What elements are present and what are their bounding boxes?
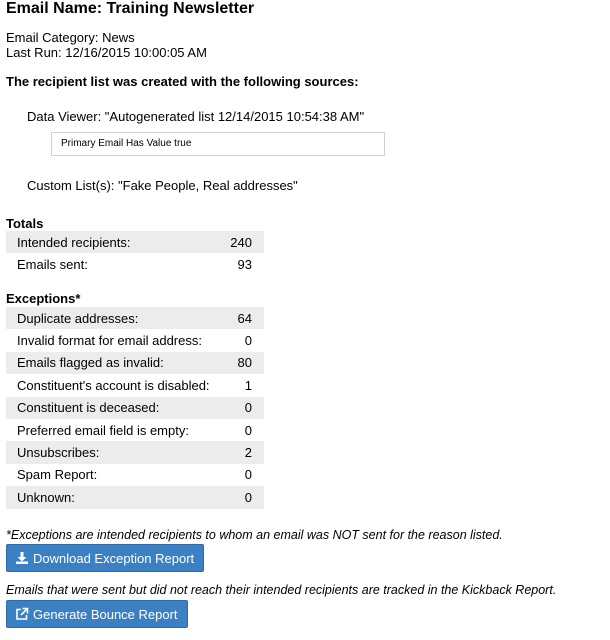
custom-lists-source: Custom List(s): "Fake People, Real addresses" [27, 178, 298, 193]
table-row [6, 419, 264, 441]
row-value: 64 [237, 310, 252, 326]
row-value: 240 [230, 234, 252, 250]
row-label: Emails sent: [17, 257, 88, 273]
last-run: Last Run: 12/16/2015 10:00:05 AM [6, 45, 207, 60]
row-value: 2 [244, 445, 252, 461]
filter-criteria-box: Primary Email Has Value true [51, 132, 385, 156]
data-viewer-source: Data Viewer: "Autogenerated list 12/14/2015 10:54:38 AM" [27, 109, 365, 124]
download-icon [15, 551, 29, 565]
row-value: 0 [244, 333, 252, 349]
row-label: Duplicate addresses: [17, 310, 139, 326]
exceptions-title: Exceptions* [6, 291, 81, 306]
row-value: 1 [244, 377, 252, 393]
generate-bounce-report-button[interactable] [6, 600, 188, 628]
download-button-label: Download Exception Report [33, 550, 195, 566]
email-category: Email Category: News [6, 30, 135, 45]
table-row [6, 352, 264, 374]
table-row [6, 253, 264, 275]
row-label: Unsubscribes: [17, 445, 100, 461]
row-value: 0 [244, 489, 252, 505]
row-label: Constituent's account is disabled: [17, 377, 210, 393]
row-value: 0 [244, 400, 252, 416]
download-exception-report-button[interactable] [6, 544, 204, 572]
table-row [6, 486, 264, 508]
totals-table [6, 231, 264, 276]
row-value: 0 [244, 422, 252, 438]
row-value: 0 [244, 467, 252, 483]
table-row [6, 231, 264, 253]
bounce-button-label: Generate Bounce Report [33, 606, 178, 622]
row-label: Preferred email field is empty: [17, 422, 189, 438]
table-row [6, 329, 264, 351]
table-row [6, 397, 264, 419]
row-label: Invalid format for email address: [17, 333, 202, 349]
exceptions-table [6, 307, 264, 509]
table-row [6, 307, 264, 329]
row-label: Intended recipients: [17, 234, 131, 250]
external-link-icon [15, 607, 29, 621]
row-value: 93 [237, 257, 252, 273]
sources-heading: The recipient list was created with the following sources: [6, 74, 359, 89]
row-label: Emails flagged as invalid: [17, 355, 164, 371]
totals-title: Totals [6, 216, 44, 231]
kickback-note: Emails that were sent but did not reach their intended recipients are tracked in the Kickback Report. [6, 583, 557, 597]
email-name-title: Email Name: Training Newsletter [6, 0, 255, 17]
row-label: Constituent is deceased: [17, 400, 160, 416]
table-row [6, 464, 264, 486]
table-row [6, 441, 264, 463]
row-value: 80 [237, 355, 252, 371]
row-label: Unknown: [17, 489, 75, 505]
exceptions-footnote: *Exceptions are intended recipients to whom an email was NOT sent for the reason listed. [6, 528, 503, 542]
row-label: Spam Report: [17, 467, 98, 483]
table-row [6, 374, 264, 396]
